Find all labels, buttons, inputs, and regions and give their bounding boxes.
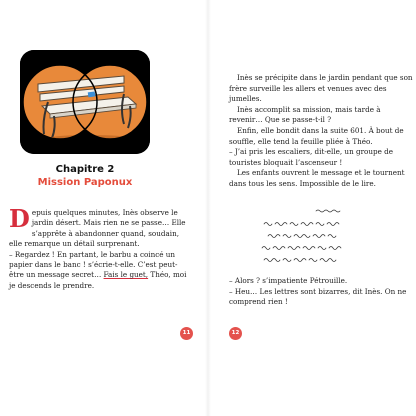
chapter-label: Chapitre 2	[55, 164, 115, 175]
paragraph-2	[9, 250, 189, 292]
chapter-title: Mission Paponux	[37, 177, 133, 188]
mirrored-secret-message	[248, 207, 398, 269]
paragraph-1-text: epuis quelques minutes, Inès observe le jardin désert. Mais rien ne se passe… Elle s’apprête à abandonner quand, soudain, elle remarque un détail surprenant.	[9, 208, 186, 249]
binoculars-view-illustration	[20, 50, 150, 154]
right-paragraph-4: – J’ai pris les escaliers, dit-elle, un groupe de touristes bloquait l’ascenseur !	[229, 147, 393, 167]
right-paragraph-2: Inès accomplit sa mission, mais tarde à revenir… Que se passe-t-il ?	[229, 104, 381, 125]
right-page	[208, 0, 416, 416]
paragraph-1	[9, 204, 189, 250]
park-bench-illustration	[20, 50, 150, 154]
page-number-right: 12	[229, 327, 242, 340]
right-paragraph-5: Les enfants ouvrent le message et le tournent dans tous les sens. Impossible de le lire.	[229, 168, 405, 188]
right-body-text	[229, 73, 415, 190]
left-body-text	[9, 204, 189, 291]
paragraph-2-after: Théo, moi je descends le prendre.	[9, 270, 187, 290]
right-body-text-2	[229, 276, 415, 308]
right-paragraph-6: – Alors ? s’impatiente Pétrouille.	[229, 276, 348, 285]
paragraph-2-before: – Regardez ! En partant, le barbu a coincé un papier dans le banc ! s’écrie-t-elle. C’est peut-être un message secret…	[9, 249, 178, 280]
right-paragraph-7: – Heu… Les lettres sont bizarres, dit Inès. On ne comprend rien !	[229, 286, 407, 307]
right-paragraph-1: Inès se précipite dans le jardin pendant que son frère surveille les allers et venues avec des jumelles.	[229, 73, 413, 104]
drop-cap: D	[9, 204, 30, 233]
underlined-phrase: Fais le guet,	[103, 270, 149, 280]
page-number-left: 11	[180, 327, 193, 340]
right-paragraph-3: Enfin, elle bondit dans la suite 601. À bout de souffle, elle tend la feuille pliée à Théo.	[229, 125, 404, 146]
